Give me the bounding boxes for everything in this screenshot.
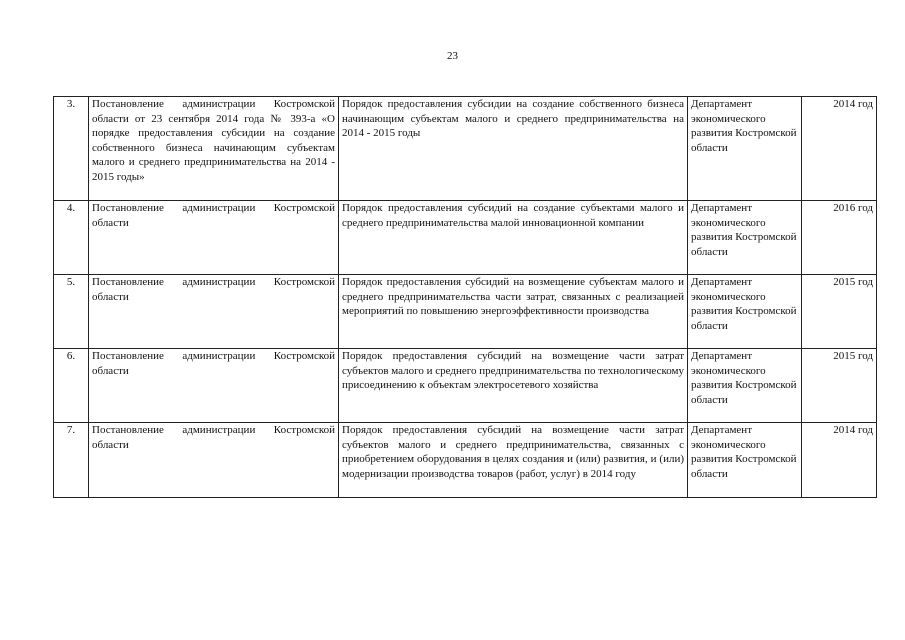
row-number: 5. bbox=[54, 275, 89, 349]
department-cell: Департамент экономического развития Костромской области bbox=[688, 275, 802, 349]
department-cell: Департамент экономического развития Костромской области bbox=[688, 201, 802, 275]
description-cell: Порядок предоставления субсидий на возмещение части затрат субъектов малого и среднего предпринимательства по технологическому присоединению к объектам электросетевого хозяйства bbox=[339, 349, 688, 423]
legal-act-cell: Постановление администрации Костромской области от 23 сентября 2014 года № 393-а «О порядке предоставления субсидии на создание собственного бизнеса начинающим субъектам малого и среднего предпринимательства на 2014 - 2015 годы» bbox=[89, 97, 339, 201]
year-cell: 2015 год bbox=[802, 275, 877, 349]
row-number: 3. bbox=[54, 97, 89, 201]
description-cell: Порядок предоставления субсидий на возмещение части затрат субъектов малого и среднего предпринимательства, связанных с приобретением оборудования в целях создания и (или) развития, и (или) модернизации производства товаров (работ, услуг) в 2014 году bbox=[339, 423, 688, 498]
page-number: 23 bbox=[447, 50, 458, 62]
row-number: 7. bbox=[54, 423, 89, 498]
table-row bbox=[54, 97, 877, 201]
legal-act-cell: Постановление администрации Костромской области bbox=[89, 423, 339, 498]
table-row bbox=[54, 423, 877, 498]
table-row bbox=[54, 275, 877, 349]
row-number: 4. bbox=[54, 201, 89, 275]
department-cell: Департамент экономического развития Костромской области bbox=[688, 349, 802, 423]
table-row bbox=[54, 349, 877, 423]
department-cell: Департамент экономического развития Костромской области bbox=[688, 423, 802, 498]
legal-act-cell: Постановление администрации Костромской области bbox=[89, 349, 339, 423]
year-cell: 2014 год bbox=[802, 423, 877, 498]
legal-act-cell: Постановление администрации Костромской области bbox=[89, 201, 339, 275]
department-cell: Департамент экономического развития Костромской области bbox=[688, 97, 802, 201]
table-row bbox=[54, 201, 877, 275]
document-table bbox=[53, 96, 877, 498]
row-number: 6. bbox=[54, 349, 89, 423]
year-cell: 2016 год bbox=[802, 201, 877, 275]
year-cell: 2014 год bbox=[802, 97, 877, 201]
description-cell: Порядок предоставления субсидии на создание собственного бизнеса начинающим субъектам малого и среднего предпринимательства на 2014 - 2015 годы bbox=[339, 97, 688, 201]
description-cell: Порядок предоставления субсидий на создание субъектами малого и среднего предпринимательства малой инновационной компании bbox=[339, 201, 688, 275]
legal-act-cell: Постановление администрации Костромской области bbox=[89, 275, 339, 349]
year-cell: 2015 год bbox=[802, 349, 877, 423]
description-cell: Порядок предоставления субсидий на возмещение субъектам малого и среднего предпринимательства части затрат, связанных с реализацией мероприятий по повышению энергоэффективности производства bbox=[339, 275, 688, 349]
